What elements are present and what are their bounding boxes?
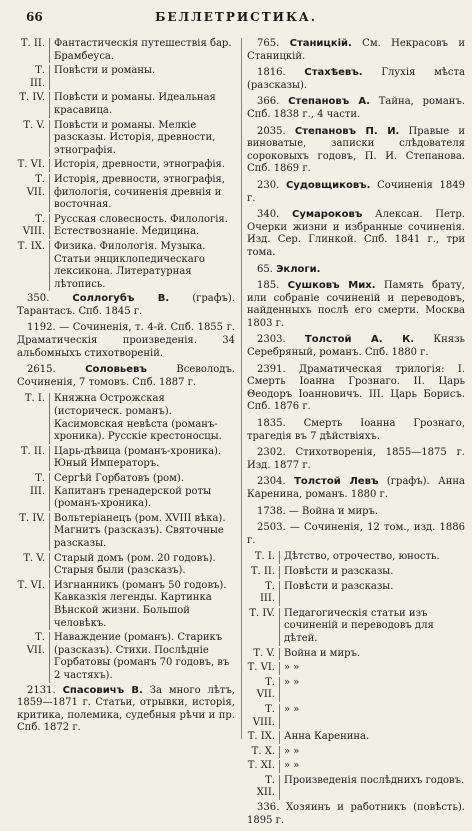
- volume-label: Т. VIII.: [252, 703, 275, 728]
- volume-label: Т. VII.: [26, 173, 45, 198]
- volume-row: [17, 632, 235, 682]
- volume-label: Т. IV.: [249, 607, 275, 619]
- entry-text: Драматическая трилогія: I. Смерть Іоанна Грознаго. II. Царь Θеодоръ Іоанновичъ. III. Царь Борисъ. Спб. 1876 г.: [247, 363, 465, 413]
- volume-text: Царь-дѣвица (романъ-хроника). Юный Императоръ.: [49, 446, 235, 471]
- left-entries: [17, 293, 235, 389]
- entry-number: 336.: [257, 802, 280, 814]
- volume-label: Т. V.: [23, 552, 45, 564]
- volume-text: Русская словесность. Филологія. Естествознаніе. Медицина.: [49, 214, 235, 239]
- volume-row: [247, 551, 465, 564]
- entry-number: 2035.: [257, 125, 286, 137]
- volume-text: Изгнанникъ (романъ 50 годовъ). Кавказкія легенды. Картинка Вѣнской жизни. Большой человѣкъ.: [49, 580, 235, 630]
- volume-label: Т. VI.: [247, 662, 275, 674]
- page-header: [14, 10, 458, 26]
- volume-label: Т. II.: [250, 565, 275, 577]
- volume-text: Княжна Острожская (историческ. романъ). Касимовская невѣста (романъ-хроника). Русскіе крестоносцы.: [49, 393, 235, 443]
- entry-text: Глухія мѣста (разсказы).: [247, 67, 465, 91]
- volume-text: Война и миръ.: [279, 648, 465, 661]
- volume-row: [17, 159, 235, 172]
- volume-row: [247, 746, 465, 759]
- catalog-entry: [247, 447, 465, 472]
- entry-author: Судовщиковъ.: [285, 179, 371, 191]
- entry-number: 185.: [257, 280, 280, 292]
- volume-label: Т. II.: [20, 38, 45, 49]
- volume-label: Т. IX.: [247, 731, 275, 743]
- entry-text: (графъ). Тарантасъ. Спб. 1845 г.: [17, 293, 235, 317]
- left-volumes-bottom: [17, 393, 235, 682]
- catalog-entry: [247, 506, 465, 519]
- volume-row: [17, 473, 235, 511]
- volume-row: [17, 214, 235, 239]
- volume-text: Повѣсти и разсказы.: [279, 581, 465, 606]
- volume-text: Сергѣй Горбатовъ (ром). Капитанъ гренадерской роты (романъ-хроника).: [49, 473, 235, 511]
- volume-label: Т. VI.: [17, 579, 45, 591]
- entry-number: 2615.: [27, 364, 56, 376]
- volume-text: Старый домъ (ром. 20 годовъ). Старыя были (разсказъ).: [49, 553, 235, 578]
- volume-text: Анна Каренина.: [279, 731, 465, 744]
- catalog-entry: [247, 264, 465, 277]
- volume-label: Т. V.: [253, 647, 275, 659]
- entry-number: 340.: [257, 209, 280, 221]
- entry-text: Память брату, или собраніе сочиненій и переводовъ, найденныхъ послѣ его смерти. Москва 1803 г.: [247, 280, 465, 329]
- page-number: 66: [26, 10, 43, 24]
- volume-row: [17, 38, 235, 63]
- volume-row: [247, 581, 465, 606]
- entry-number: 350.: [27, 293, 50, 305]
- entry-text: Стихотворенія, 1855—1875 г. Изд. 1877 г.: [247, 447, 465, 471]
- volume-text: » »: [279, 760, 465, 773]
- entry-text: — Сочиненія, т. 4-й. Спб. 1855 г. Драматическія произведенія. 34 альбомныхъ стихотвореній.: [17, 322, 235, 359]
- catalog-entry: [17, 322, 235, 360]
- volume-row: [247, 731, 465, 744]
- volume-row: [17, 174, 235, 212]
- volume-label: Т. VII.: [26, 632, 45, 656]
- entry-author: Сушковъ Мих.: [287, 280, 376, 292]
- volume-label: Т. XI.: [247, 760, 275, 772]
- volume-text: Повѣсти и романы. Идеальная красавица.: [49, 92, 235, 117]
- entry-text: Правые и виноватые, записки слѣдователя сороковыхъ годовъ, П. И. Степанова. Спб. 1869 г.: [247, 125, 465, 175]
- volume-label: Т. III.: [259, 580, 275, 605]
- volume-label: Т. XII.: [256, 774, 275, 799]
- volume-text: Повѣсти и разсказы.: [279, 566, 465, 579]
- volume-text: Физика. Филологія. Музыка. Статьи энциклопедическаго лексикона. Литературная лѣтопись.: [49, 241, 235, 291]
- volume-label: Т. IV.: [19, 512, 45, 524]
- catalog-entry: [247, 67, 465, 92]
- entry-text: Князь Серебряный, романъ. Спб. 1880 г.: [247, 334, 465, 359]
- entry-text: Хозяинъ и работникъ (повѣсть). 1895 г.: [247, 802, 465, 826]
- volume-text: » »: [279, 746, 465, 759]
- page-title: БЕЛЛЕТРИСТИКА.: [155, 10, 317, 24]
- catalog-entry: [247, 126, 465, 176]
- entry-number: 65.: [257, 263, 273, 275]
- catalog-entry: [17, 364, 235, 389]
- entry-author: Стахѣевъ.: [304, 67, 363, 79]
- volume-label: Т. I.: [254, 551, 275, 563]
- volume-label: Т. V.: [23, 119, 45, 131]
- catalog-entry: [247, 364, 465, 414]
- volume-row: [17, 553, 235, 578]
- entry-text: — Сочиненія, 12 том., изд. 1886 г.: [247, 522, 466, 546]
- volume-row: [247, 608, 465, 646]
- entry-number: 2503.: [257, 522, 286, 534]
- volume-text: Произведенія послѣднихъ годовъ.: [279, 775, 465, 800]
- volume-row: [17, 513, 235, 551]
- volume-label: Т. VI.: [17, 159, 45, 171]
- volume-text: Дѣтство, отрочество, юность.: [279, 551, 465, 564]
- volume-row: [247, 760, 465, 773]
- entry-number: 2391.: [257, 363, 286, 375]
- volume-row: [17, 65, 235, 90]
- volume-row: [17, 446, 235, 471]
- catalog-entry: [247, 180, 465, 205]
- volume-label: Т. VII.: [256, 676, 275, 701]
- volume-text: » »: [279, 662, 465, 675]
- entry-text: Смерть Іоанна Грознаго, трагедія въ 7 дѣйствіяхъ.: [247, 418, 465, 442]
- volume-text: Фантастическія путешествія бар. Брамбеуса.: [49, 38, 235, 63]
- catalog-entry: [17, 293, 235, 318]
- volume-text: Повѣсти и романы.: [49, 65, 235, 90]
- entry-number: 2131.: [27, 684, 56, 696]
- volume-label: Т. I.: [24, 393, 45, 405]
- entry-text: Сочиненія 1849 г.: [247, 179, 465, 204]
- volume-label: Т. IV.: [19, 92, 45, 104]
- volume-text: Исторія, древности, этнографія, филологія, сочиненія древнія и восточная.: [49, 174, 235, 212]
- volume-text: Повѣсти и романы. Мелкіе разсказы. Исторія, древности, этнографія.: [49, 120, 235, 158]
- volume-row: [247, 648, 465, 661]
- entry-text: Алексан. Петр. Очерки жизни и избранные сочиненія. Изд. Сер. Глинкой. Спб. 1841 г., три тома.: [247, 209, 466, 258]
- entry-author: Степановъ А.: [288, 96, 370, 108]
- entry-number: 765.: [257, 38, 280, 49]
- catalog-entry: [247, 418, 465, 443]
- volume-label: Т. III.: [29, 65, 45, 89]
- catalog-entry: [247, 334, 465, 359]
- volume-text: Наваждение (романъ). Старикъ (разсказъ). Стихи. Послѣдніе Горбатовы (романъ 70 годовъ, въ 2 частяхъ).: [49, 632, 235, 682]
- volume-row: [17, 120, 235, 158]
- entry-number: 1192.: [27, 322, 56, 334]
- left-column: [17, 38, 242, 739]
- left-last-entry: [17, 685, 235, 735]
- catalog-entry: [247, 802, 465, 827]
- volume-row: [247, 566, 465, 579]
- volume-text: Исторія, древности, этнографія.: [49, 159, 235, 172]
- volume-text: » »: [279, 677, 465, 702]
- entry-number: 2303.: [257, 334, 286, 346]
- volume-row: [247, 677, 465, 702]
- entry-author: Соллогубъ В.: [72, 293, 170, 305]
- entry-author: Степановъ П. И.: [294, 125, 400, 137]
- volume-text: Педагогическія статьи изъ сочиненій и переводовъ для дѣтей.: [279, 608, 465, 646]
- volume-row: [247, 775, 465, 800]
- entry-author: Соловьевъ: [85, 364, 147, 376]
- volume-label: Т. IX.: [17, 240, 45, 252]
- catalog-entry: [247, 522, 465, 547]
- catalog-entry: [17, 685, 235, 735]
- entry-number: 1835.: [257, 418, 286, 430]
- entry-number: 1738.: [257, 505, 286, 517]
- entry-number: 2304.: [257, 476, 286, 488]
- left-volumes-top: [17, 38, 235, 291]
- entry-text: За много лѣтъ, 1859—1871 г. Статьи, отрывки, исторія, критика, полемика, судебныя рѣчи и пр. Спб. 1872 г.: [17, 684, 235, 734]
- entry-text: (графъ). Анна Каренина, романъ. 1880 г.: [247, 476, 466, 500]
- entry-author: Сумароковъ: [292, 209, 363, 221]
- catalog-entry: [247, 280, 465, 330]
- volume-label: Т. VIII.: [22, 213, 45, 238]
- volume-label: Т. X.: [251, 745, 275, 757]
- entry-author: Толстой Левъ: [294, 476, 379, 488]
- catalog-entry: [247, 38, 465, 63]
- entry-text: См. Некрасовъ и Станицкій.: [247, 38, 465, 62]
- catalog-entry: [247, 476, 465, 501]
- volume-label: Т. II.: [20, 445, 45, 457]
- entry-author: Станицкій.: [289, 38, 352, 49]
- right-entries: [247, 38, 465, 547]
- entry-author: Толстой А. К.: [304, 334, 415, 346]
- entry-number: 2302.: [257, 447, 286, 459]
- catalog-entry: [247, 209, 465, 259]
- entry-text: Тайна, романъ. Спб. 1838 г., 4 части.: [247, 96, 465, 120]
- volume-row: [247, 662, 465, 675]
- right-column: [247, 38, 465, 831]
- volume-label: Т. III.: [29, 473, 45, 497]
- volume-row: [17, 92, 235, 117]
- right-volumes: [247, 551, 465, 800]
- volume-row: [17, 241, 235, 291]
- entry-author: Спасовичъ В.: [62, 684, 143, 696]
- entry-text: Всеволодъ. Сочиненія, 7 томовъ. Спб. 1887 г.: [17, 364, 235, 388]
- entry-text: — Война и миръ.: [288, 505, 379, 517]
- volume-row: [17, 580, 235, 630]
- entry-author: Эклоги.: [276, 263, 321, 275]
- right-last-entry: [247, 802, 465, 827]
- volume-row: [247, 704, 465, 729]
- entry-number: 366.: [257, 96, 280, 108]
- volume-text: Вольтеріанецъ (ром. XVIII вѣка). Магнитъ (разсказъ). Святочные разсказы.: [49, 513, 235, 551]
- volume-row: [17, 393, 235, 443]
- entry-number: 1816.: [257, 67, 286, 79]
- volume-text: » »: [279, 704, 465, 729]
- catalog-entry: [247, 96, 465, 121]
- entry-number: 230.: [257, 179, 280, 191]
